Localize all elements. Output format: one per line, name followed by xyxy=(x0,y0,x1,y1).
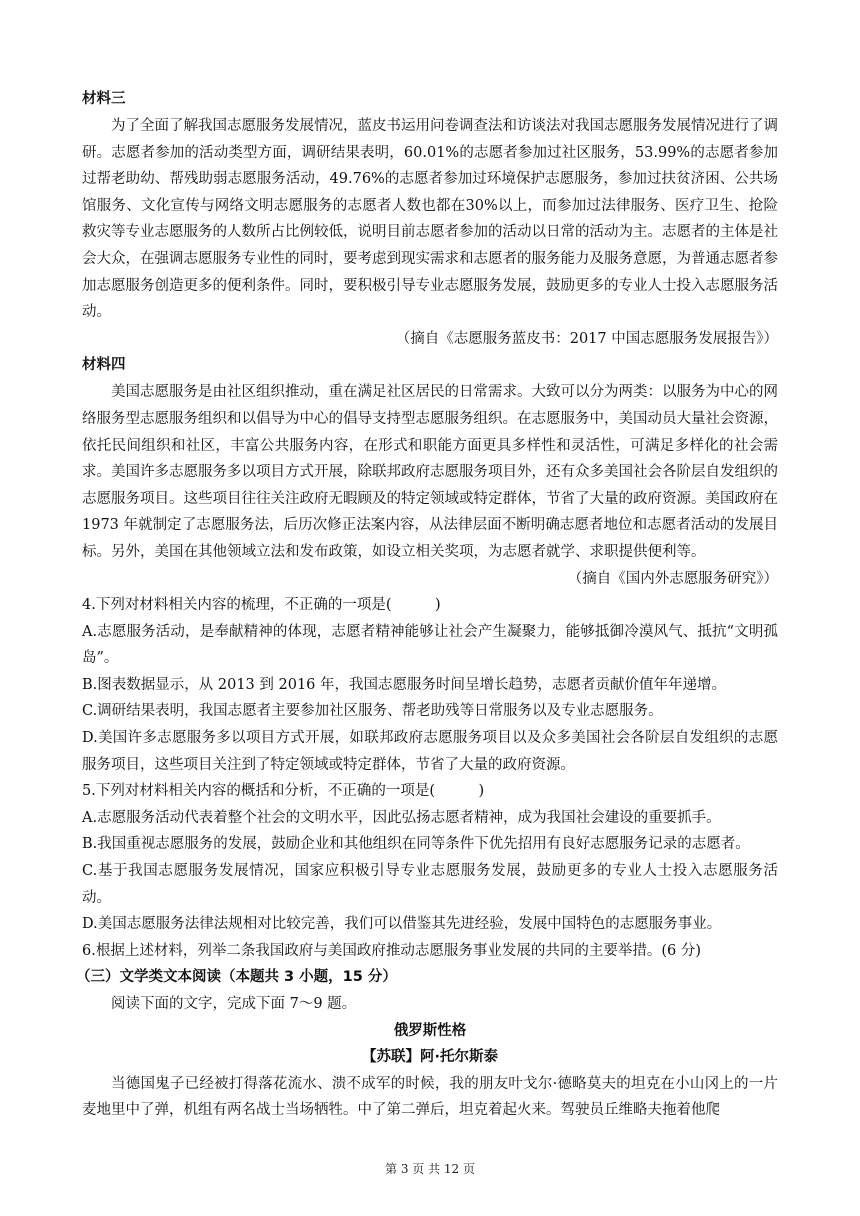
question-5 xyxy=(82,778,778,938)
material-4-heading: 材料四 xyxy=(82,357,126,374)
story-body: 当德国鬼子已经被打得落花流水、溃不成军的时候，我的朋友叶戈尔·德略莫夫的坦克在小山冈上的一片麦地里中了弹，机组有两名战士当场牺牲。中了第二弹后，坦克着起火来。驾驶员丘维略夫拖着他爬 xyxy=(82,1075,778,1119)
page-footer: 第 3 页 共 12 页 xyxy=(385,1162,475,1176)
question-5-option-d: D.美国志愿服务法律法规相对比较完善，我们可以借鉴其先进经验，发展中国特色的志愿服务事业。 xyxy=(82,916,722,933)
story-title: 俄罗斯性格 xyxy=(393,1022,467,1039)
question-4-option-b: B.图表数据显示，从 2013 到 2016 年，我国志愿服务时间呈增长趋势，志愿者贡献价值年年递增。 xyxy=(82,676,727,693)
story-author: 【苏联】阿·托尔斯泰 xyxy=(361,1049,498,1066)
question-5-stem: 5.下列对材料相关内容的概括和分析，不正确的一项是( ) xyxy=(82,783,485,800)
document-page xyxy=(76,86,778,1124)
material-4-source: （摘自《国内外志愿服务研究》） xyxy=(567,570,778,587)
question-4-stem: 4.下列对材料相关内容的梳理，不正确的一项是( ) xyxy=(82,597,441,614)
question-5-option-c: C.基于我国志愿服务发展情况，国家应积极引导专业志愿服务发展，鼓励更多的专业人士投入志愿服务活动。 xyxy=(82,863,778,906)
question-4 xyxy=(82,592,778,778)
material-4-body: 美国志愿服务是由社区组织推动，重在满足社区居民的日常需求。大致可以分为两类：以服务为中心的网络服务型志愿服务组织和以倡导为中心的倡导支持型志愿服务组织。在志愿服务中，美国动员大量社会资源，依托民间组织和社区，丰富公共服务内容，在形式和职能方面更具多样性和灵活性，可满足多样化的社会需求。美国许多志愿服务多以项目方式开展，除联邦政府志愿服务项目外，还有众多美国社会各阶层自发组织的志愿服务项目。这些项目往往关注政府无暇顾及的特定领域或特定群体，节省了大量的政府资源。美国政府在 1973 年就制定了志愿服务法，后历次修正法案内容，从法律层面不断明确志愿者地位和志愿者活动的发展目标。另外，美国在其他领域立法和发布政策，如设立相关奖项，为志愿者就学、求职提供便利等。 xyxy=(82,384,778,560)
material-3-body: 为了全面了解我国志愿服务发展情况，蓝皮书运用问卷调查法和访谈法对我国志愿服务发展情况进行了调研。志愿者参加的活动类型方面，调研结果表明，60.01%的志愿者参加过社区服务，53.99%的志愿者参加过帮老助幼、帮残助弱志愿服务活动，49.76%的志愿者参加过环境保护志愿服务，参加过扶贫济困、公共场馆服务、文化宣传与网络文明志愿服务的志愿者人数也都在30%以上，而参加过法律服务、医疗卫生、抢险救灾等专业志愿服务的人数所占比例较低，说明目前志愿者参加的活动以日常的活动为主。志愿者的主体是社会大众，在强调志愿服务专业性的同时，要考虑到现实需求和志愿者的服务能力及服务意愿，为普通志愿者参加志愿服务创造更多的便利条件。同时，要积极引导专业志愿服务发展，鼓励更多的专业人士投入志愿服务活动。 xyxy=(82,118,778,321)
section-3-instruction: 阅读下面的文字，完成下面 7～9 题。 xyxy=(111,996,357,1012)
section-3-heading: （三）文学类文本阅读（本题共 3 小题，15 分） xyxy=(76,969,397,986)
question-4-option-c: C.调研结果表明，我国志愿者主要参加社区服务、帮老助残等日常服务以及专业志愿服务。 xyxy=(82,703,663,720)
question-6-stem: 6.根据上述材料，列举二条我国政府与美国政府推动志愿服务事业发展的共同的主要举措。(6 分) xyxy=(82,942,701,959)
material-3-heading: 材料三 xyxy=(82,91,126,107)
question-5-option-b: B.我国重视志愿服务的发展，鼓励企业和其他组织在同等条件下优先招用有良好志愿服务记录的志愿者。 xyxy=(82,836,750,853)
question-5-option-a: A.志愿服务活动代表着整个社会的文明水平，因此弘扬志愿者精神，成为我国社会建设的重要抓手。 xyxy=(82,809,721,826)
material-3-source: （摘自《志愿服务蓝皮书：2017 中国志愿服务发展报告》） xyxy=(395,330,778,347)
question-4-option-a: A.志愿服务活动，是奉献精神的体现，志愿者精神能够让社会产生凝聚力，能够抵御冷漠风气、抵抗“文明孤岛”。 xyxy=(82,623,778,667)
question-4-option-d: D.美国许多志愿服务多以项目方式开展，如联邦政府志愿服务项目以及众多美国社会各阶层自发组织的志愿服务项目，这些项目关注到了特定领域或特定群体，节省了大量的政府资源。 xyxy=(82,730,778,773)
